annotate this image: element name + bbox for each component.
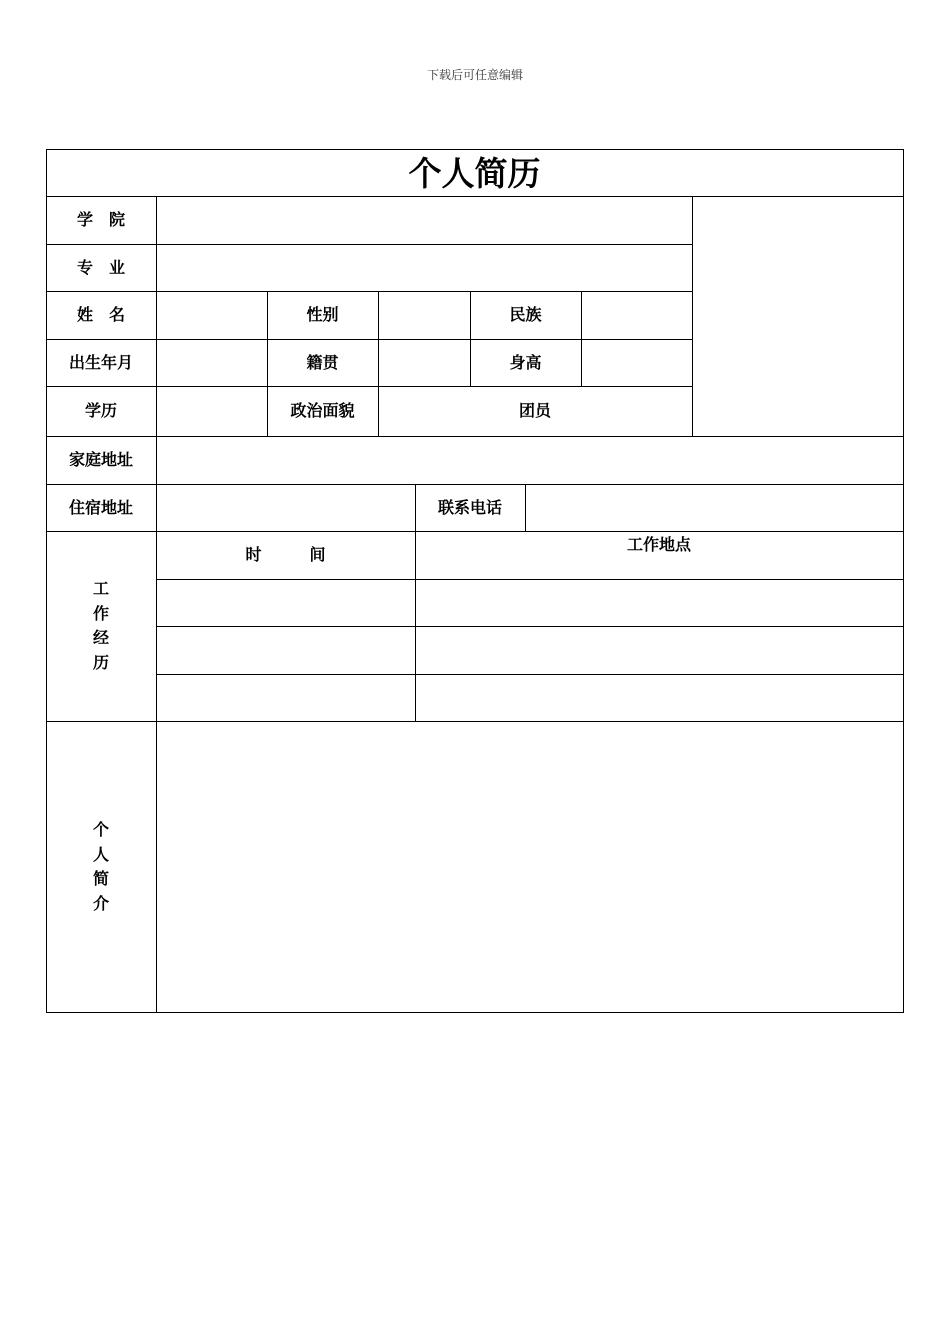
grid-line (415, 484, 416, 721)
label-dorm-address: 住宿地址 (68, 498, 133, 517)
grid-line (46, 531, 903, 532)
grid-line (46, 386, 692, 387)
grid-line (46, 721, 903, 722)
label-height: 身高 (509, 353, 542, 372)
grid-line (156, 674, 903, 675)
label-work-time: 时 间 (245, 545, 326, 564)
label-birth: 出生年月 (68, 353, 133, 372)
table-border-bottom (46, 1012, 904, 1013)
table-border-left (46, 149, 47, 1013)
grid-line (156, 244, 692, 245)
photo-area[interactable] (693, 197, 903, 436)
grid-line (156, 626, 903, 627)
grid-line (46, 339, 692, 340)
resume-table (46, 149, 903, 1012)
grid-line (46, 291, 692, 292)
value-political-status[interactable]: 团员 (518, 401, 551, 420)
label-work-experience: 工作经历 (92, 579, 109, 672)
label-home-address: 家庭地址 (68, 450, 133, 469)
grid-line (46, 436, 903, 437)
page-title: 个人简历 (408, 154, 541, 193)
grid-line (156, 579, 903, 580)
grid-line (581, 291, 582, 386)
grid-line (525, 484, 526, 531)
label-native-place: 籍贯 (306, 353, 339, 372)
label-education: 学历 (84, 401, 117, 420)
label-profile: 个人简介 (92, 820, 109, 913)
label-political-status: 政治面貌 (290, 401, 355, 420)
grid-line (46, 484, 903, 485)
label-ethnicity: 民族 (509, 305, 542, 324)
label-major: 专 业 (76, 258, 125, 277)
label-phone: 联系电话 (437, 498, 502, 517)
grid-line (156, 196, 157, 1012)
label-gender: 性别 (306, 305, 339, 324)
label-work-place: 工作地点 (626, 535, 691, 554)
grid-line (46, 244, 156, 245)
table-border-top (46, 149, 903, 150)
table-border-right (903, 149, 904, 1013)
header-note: 下载后可任意编辑 (426, 68, 523, 82)
label-name: 姓 名 (76, 305, 125, 324)
label-college: 学 院 (76, 210, 125, 229)
